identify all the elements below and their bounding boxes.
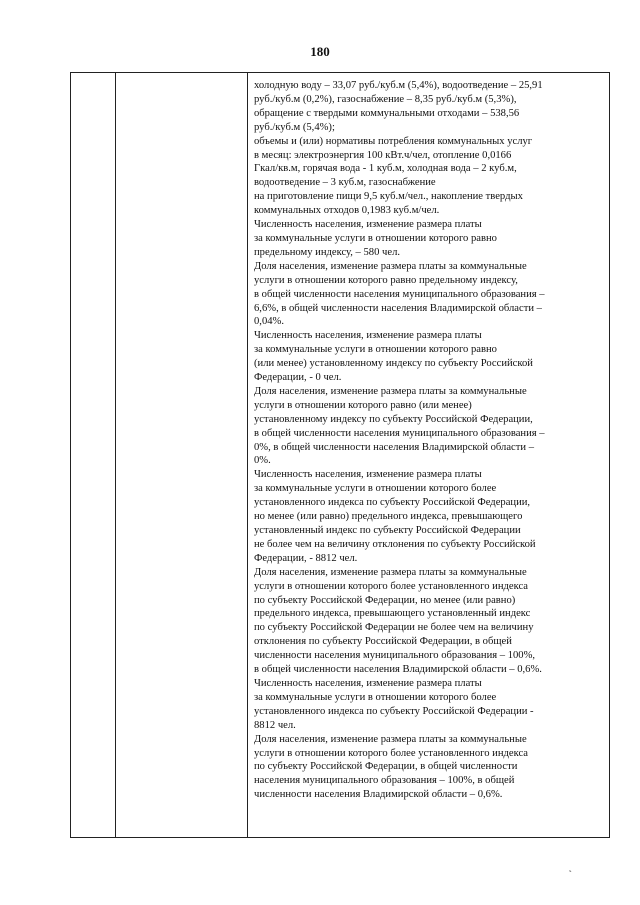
text-line: населения муниципального образования – 100%, в общей xyxy=(254,775,515,787)
text-line: 0%, в общей численности населения Владимирской области – xyxy=(254,441,534,453)
text-line: холодную воду – 33,07 руб./куб.м (5,4%), водоотведение – 25,91 xyxy=(254,80,543,91)
column-divider-1 xyxy=(115,73,116,837)
text-line: 0%. xyxy=(254,455,271,467)
text-line: в общей численности населения муниципального образования – xyxy=(254,288,545,300)
text-line: в месяц: электроэнергия 100 кВт.ч/чел, отопление 0,0166 xyxy=(254,149,512,161)
text-line: установленного индекса по субъекту Российской Федерации, xyxy=(254,497,531,509)
text-line: за коммунальные услуги в отношении которого более xyxy=(254,483,497,495)
text-line: численности населения Владимирской области – 0,6%. xyxy=(254,789,503,801)
text-line: по субъекту Российской Федерации не более чем на величину xyxy=(254,622,534,634)
text-line: обращение с твердыми коммунальными отходами – 538,56 xyxy=(254,107,520,119)
page-number: 180 xyxy=(310,44,330,59)
table-cell-text xyxy=(254,79,606,802)
text-line: предельному индексу, – 580 чел. xyxy=(254,246,401,258)
text-line: не более чем на величину отклонения по субъекту Российской xyxy=(254,538,536,550)
text-line: услуги в отношении которого равно (или менее) xyxy=(254,399,472,411)
text-line: услуги в отношении которого более установленного индекса xyxy=(254,580,529,592)
text-line: Доля населения, изменение размера платы за коммунальные xyxy=(254,385,527,397)
text-line: по субъекту Российской Федерации, но менее (или равно) xyxy=(254,594,516,606)
text-line: коммунальных отходов 0,1983 куб.м/чел. xyxy=(254,205,440,217)
text-line: Доля населения, изменение размера платы за коммунальные xyxy=(254,566,527,578)
text-line: Численность населения, изменение размера платы xyxy=(254,330,482,342)
text-line: по субъекту Российской Федерации, в общей численности xyxy=(254,761,518,773)
text-line: установленного индекса по субъекту Российской Федерации - xyxy=(254,705,534,717)
text-line: (или менее) установленному индексу по субъекту Российской xyxy=(254,358,533,370)
text-line: 8812 чел. xyxy=(254,719,296,731)
text-line: за коммунальные услуги в отношении которого равно xyxy=(254,344,497,356)
text-line: Численность населения, изменение размера платы xyxy=(254,469,482,481)
text-line: объемы и (или) нормативы потребления коммунальных услуг xyxy=(254,135,533,147)
scan-mark: ˛ xyxy=(569,862,572,872)
text-line: в общей численности населения Владимирской области – 0,6%. xyxy=(254,664,542,676)
text-line: Федерации, - 0 чел. xyxy=(254,372,342,384)
text-line: установленный индекс по субъекту Российской Федерации xyxy=(254,525,521,536)
document-table xyxy=(70,72,610,838)
text-line: Численность населения, изменение размера платы xyxy=(254,677,482,689)
text-line: предельного индекса, превышающего установленный индекс xyxy=(254,608,531,620)
text-line: за коммунальные услуги в отношении которого более xyxy=(254,691,497,703)
text-line: Федерации, - 8812 чел. xyxy=(254,552,358,564)
text-line: 6,6%, в общей численности населения Владимирской области – xyxy=(254,302,542,314)
text-line: Гкал/кв.м, горячая вода - 1 куб.м, холодная вода – 2 куб.м, xyxy=(254,163,517,175)
text-line: руб./куб.м (5,4%); xyxy=(254,121,335,133)
text-line: за коммунальные услуги в отношении которого равно xyxy=(254,232,497,244)
text-line: на приготовление пищи 9,5 куб.м/чел., накопление твердых xyxy=(254,191,523,203)
text-line: Численность населения, изменение размера платы xyxy=(254,219,482,231)
text-line: Доля населения, изменение размера платы за коммунальные xyxy=(254,260,527,272)
text-line: водоотведение – 3 куб.м, газоснабжение xyxy=(254,177,436,189)
text-line: численности населения муниципального образования – 100%, xyxy=(254,650,536,662)
text-line: Доля населения, изменение размера платы за коммунальные xyxy=(254,733,527,745)
column-divider-2 xyxy=(247,73,248,837)
text-line: но менее (или равно) предельного индекса, превышающего xyxy=(254,511,523,523)
text-line: отклонения по субъекту Российской Федерации, в общей xyxy=(254,636,512,648)
text-line: 0,04%. xyxy=(254,316,285,328)
text-line: в общей численности населения муниципального образования – xyxy=(254,427,545,439)
text-line: руб./куб.м (0,2%), газоснабжение – 8,35 руб./куб.м (5,3%), xyxy=(254,93,517,105)
text-line: услуги в отношении которого равно предельному индексу, xyxy=(254,274,518,286)
text-line: услуги в отношении которого более установленного индекса xyxy=(254,747,529,759)
text-line: установленному индексу по субъекту Российской Федерации, xyxy=(254,413,533,425)
